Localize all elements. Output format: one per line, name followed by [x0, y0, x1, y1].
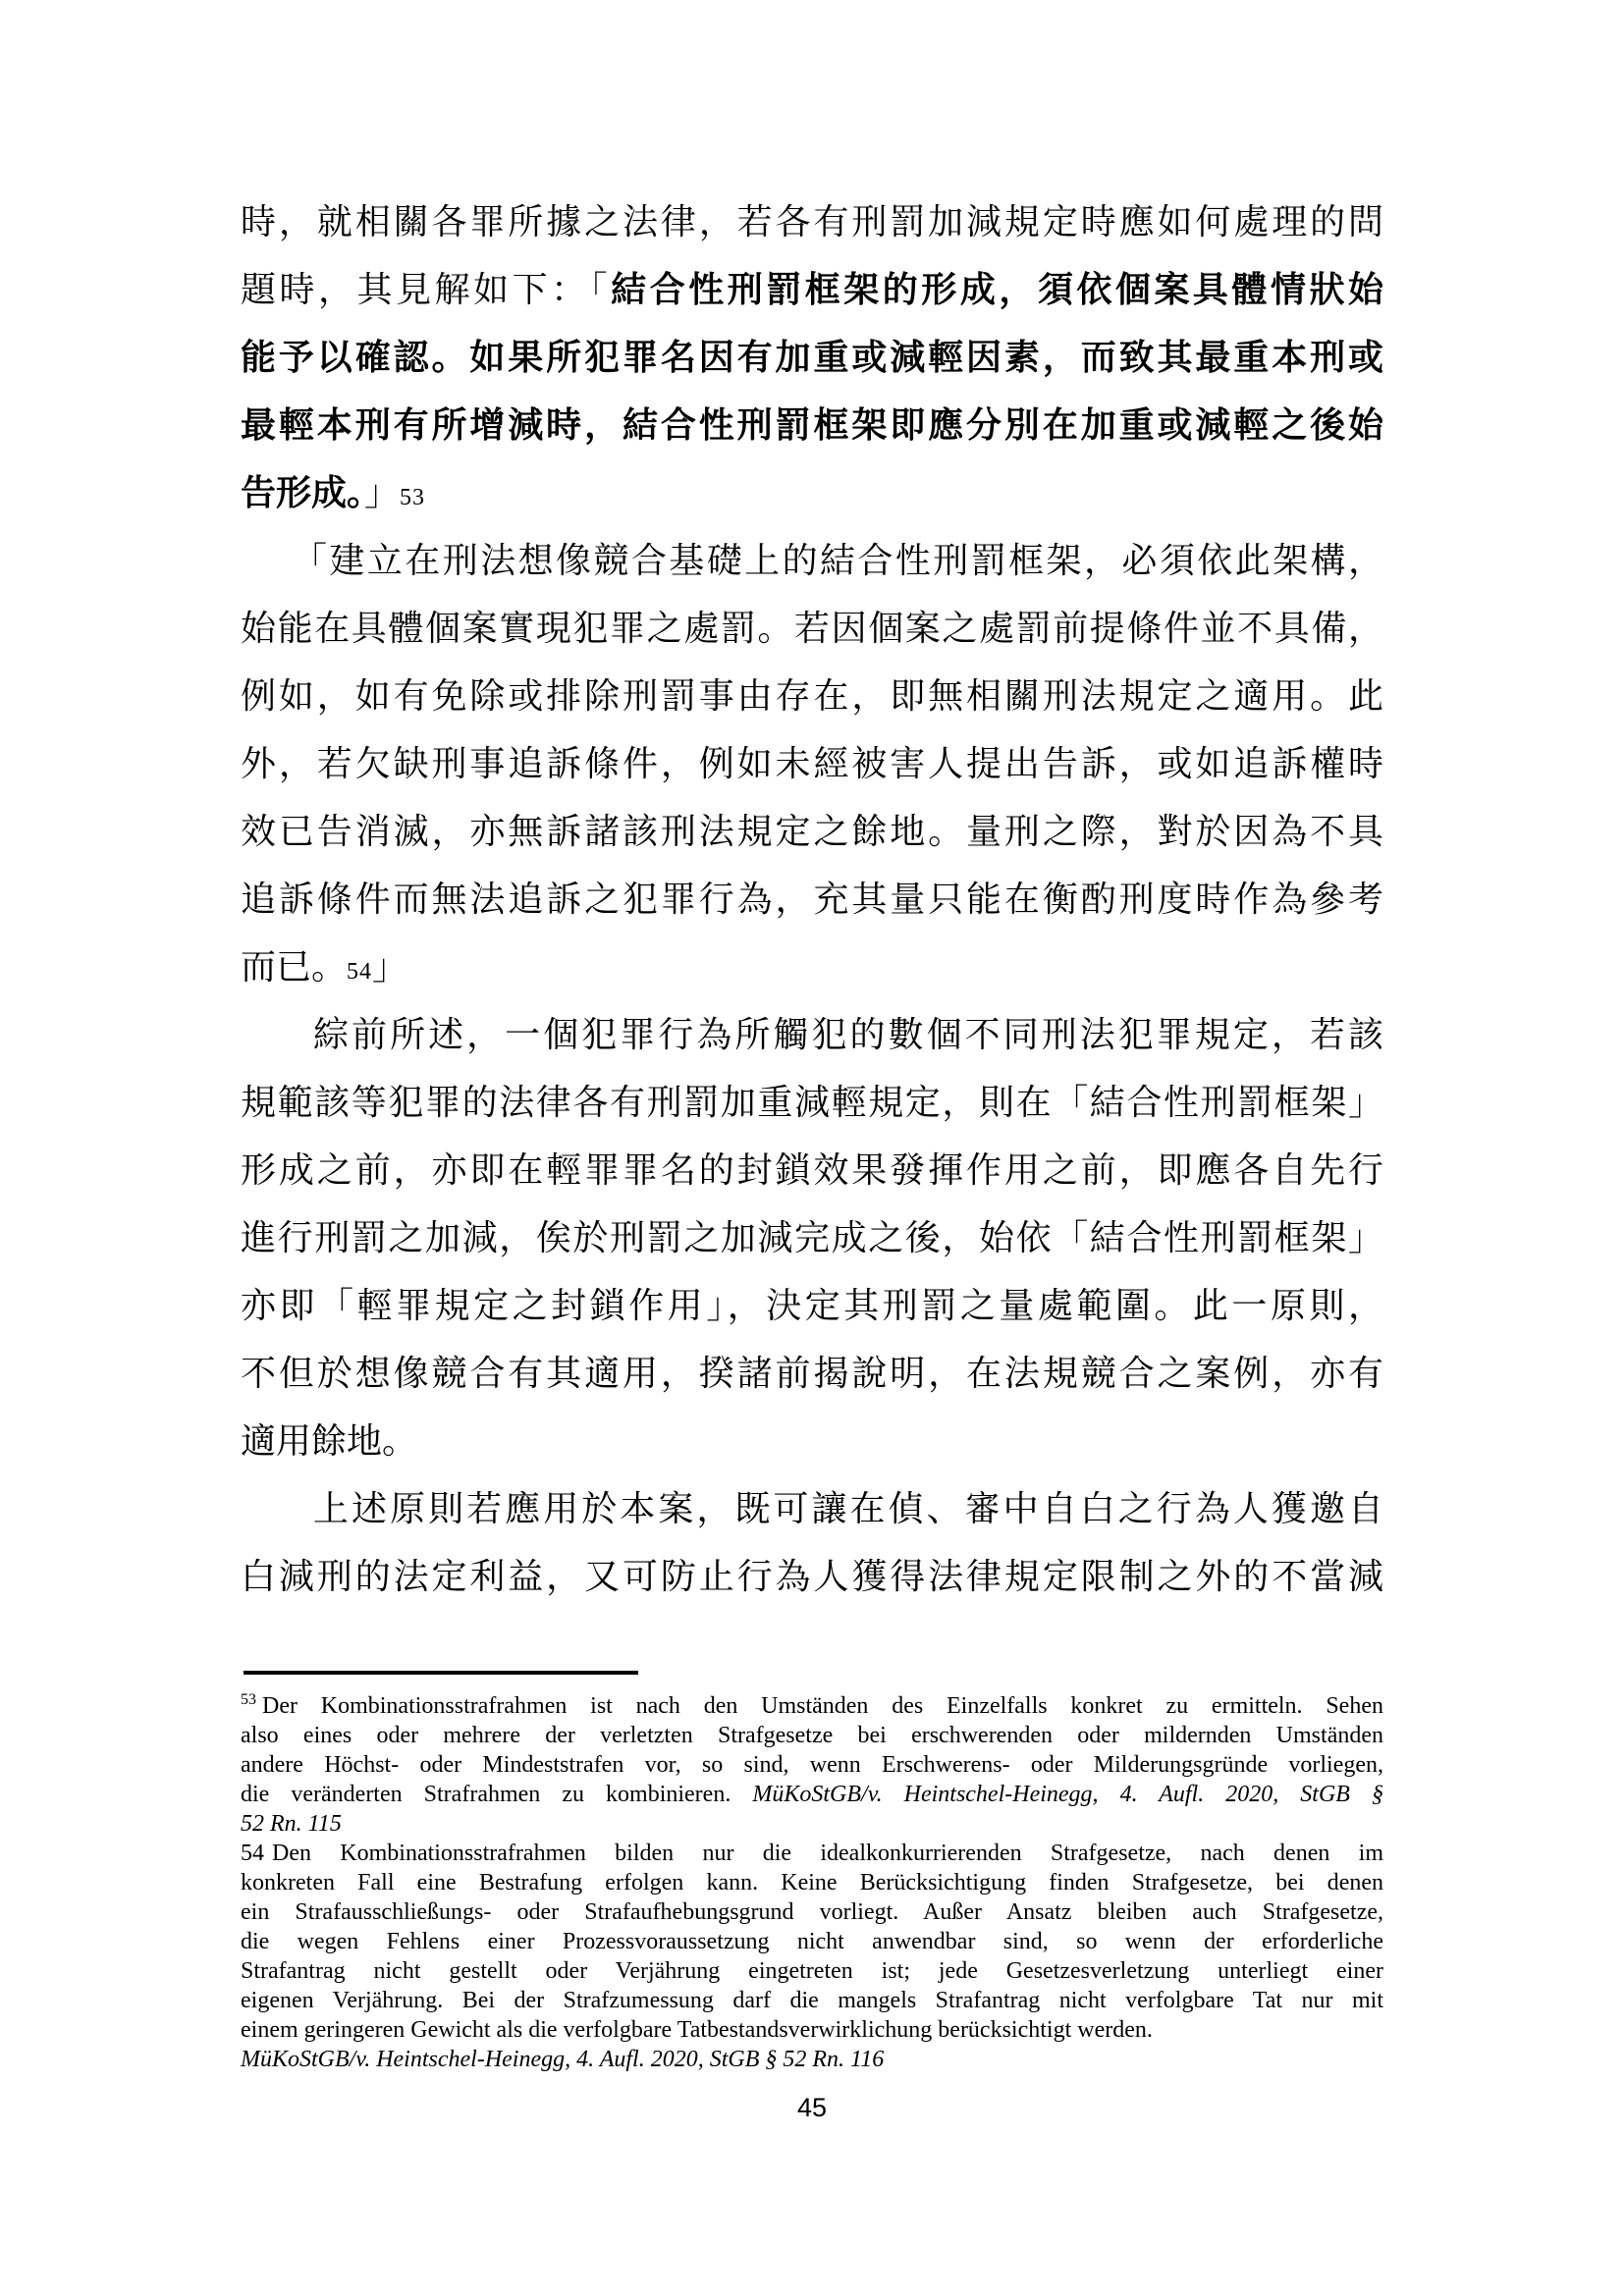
body-line — [241, 663, 1383, 730]
bold-segment: 最輕本刑有所增減時，結合性刑罰框架即應分別在加重或減輕之後始 — [241, 405, 1383, 445]
text-segment: 適用餘地。 — [241, 1421, 418, 1461]
text-segment: ein Strafausschließungs- oder Strafaufhebungsgrund vorliegt. Außer Ansatz bleiben auch Strafgesetze, — [241, 1899, 1383, 1925]
body-line — [241, 730, 1383, 798]
body-line — [241, 256, 1383, 324]
footnote-53-line — [241, 1691, 1383, 1721]
text-segment: eigenen Verjährung. Bei der Strafzumessung darf die mangels Strafantrag nicht verfolgbare Tat nur mit — [241, 1988, 1383, 2013]
footnote-ref-54: 54 — [347, 959, 373, 985]
footnote-54-line — [241, 2015, 1383, 2045]
text-segment: 」 — [372, 947, 408, 987]
footnote-54-line — [241, 1868, 1383, 1897]
text-segment: 綜前所述，一個犯罪行為所觸犯的數個不同刑法犯罪規定，若該 — [313, 1015, 1383, 1054]
footnote-53-line — [241, 1780, 1383, 1809]
footnote-54-marker: 54 — [241, 1841, 264, 1866]
text-segment: konkreten Fall eine Bestrafung erfolgen kann. Keine Berücksichtigung finden Strafgesetze, bei denen — [241, 1870, 1383, 1896]
text-segment: 「建立在刑法想像競合基礎上的結合性刑罰框架，必須依此架構， — [292, 541, 1383, 580]
footnote-separator — [244, 1671, 638, 1675]
bold-segment: 告形成。 — [241, 473, 365, 512]
body-line — [241, 392, 1383, 459]
text-segment: 不但於想像競合有其適用，揆諸前揭說明，在法規競合之案例，亦有 — [241, 1354, 1383, 1393]
text-segment: Den Kombinationsstrafrahmen bilden nur die idealkonkurrierenden Strafgesetze, nach denen im — [272, 1841, 1383, 1866]
text-segment: die veränderten Strafrahmen zu kombinieren. — [241, 1782, 753, 1807]
text-segment: 進行刑罰之加減，俟於刑罰之加減完成之後，始依「結合性刑罰框架」 — [241, 1218, 1383, 1257]
text-segment: 而已。 — [241, 947, 348, 987]
text-segment: die wegen Fehlens einer Prozessvoraussetzung nicht anwendbar sind, so wenn der erforderliche — [241, 1929, 1383, 1954]
body-line — [241, 934, 1383, 1001]
footnotes — [241, 1691, 1383, 2074]
body-line — [241, 595, 1383, 663]
text-segment: 時，就相關各罪所據之法律，若各有刑罰加減規定時應如何處理的問 — [241, 202, 1383, 241]
text-segment: Strafantrag nicht gestellt oder Verjährung eingetreten ist; jede Gesetzesverletzung unterliegt einer — [241, 1958, 1383, 1984]
footnote-53-line — [241, 1809, 1383, 1839]
footnote-54-line — [241, 1956, 1383, 1986]
body-line — [241, 1204, 1383, 1272]
footnote-53-line — [241, 1721, 1383, 1750]
text-segment: 始能在具體個案實現犯罪之處罰。若因個案之處罰前提條件並不具備， — [241, 609, 1383, 648]
footnote-53-line — [241, 1750, 1383, 1780]
text-segment: 」 — [364, 473, 401, 512]
body-line — [241, 188, 1383, 256]
text-segment: 題時，其見解如下：「 — [241, 270, 612, 309]
text-segment: 規範該等犯罪的法律各有刑罰加重減輕規定，則在「結合性刑罰框架」 — [241, 1083, 1383, 1122]
body-line — [241, 798, 1383, 866]
footnote-ref-53: 53 — [400, 485, 426, 510]
body-line — [241, 1137, 1383, 1204]
citation-segment: 52 Rn. 115 — [241, 1811, 342, 1837]
footnote-54-line — [241, 1986, 1383, 2015]
text-segment: einem geringeren Gewicht als die verfolgbare Tatbestandsverwirklichung berücksichtigt werden. — [241, 2017, 1153, 2043]
body-line — [241, 1272, 1383, 1340]
footnote-54-line — [241, 1927, 1383, 1956]
body-line — [241, 324, 1383, 392]
text-segment: 白減刑的法定利益，又可防止行為人獲得法律規定限制之外的不當減 — [241, 1557, 1383, 1596]
body-line — [241, 527, 1383, 595]
text-segment: 追訴條件而無法追訴之犯罪行為，充其量只能在衡酌刑度時作為參考 — [241, 880, 1383, 919]
body-line — [241, 1340, 1383, 1408]
text-segment: also eines oder mehrere der verletzten Strafgesetze bei erschwerenden oder mildernden Umständen — [241, 1723, 1383, 1748]
body-line — [241, 1543, 1383, 1611]
text-segment: 上述原則若應用於本案，既可讓在偵、審中自白之行為人獲邀自 — [313, 1489, 1383, 1528]
text-segment: Der Kombinationsstrafrahmen ist nach den Umständen des Einzelfalls konkret zu ermitteln. Sehen — [262, 1693, 1383, 1719]
body-line — [241, 459, 1383, 527]
footnote-54-line — [241, 1897, 1383, 1927]
body-line — [241, 1475, 1383, 1543]
text-segment: 亦即「輕罪規定之封鎖作用」，決定其刑罰之量處範圍。此一原則， — [241, 1286, 1383, 1325]
footnote-54-line — [241, 1839, 1383, 1868]
citation-segment: MüKoStGB/v. Heintschel-Heinegg, 4. Aufl. 2020, StGB § 52 Rn. 116 — [241, 2047, 885, 2072]
text-segment: andere Höchst- oder Mindeststrafen vor, so sind, wenn Erschwerens- oder Milderungsgründe vorliegen, — [241, 1752, 1383, 1778]
body-line — [241, 1001, 1383, 1069]
page-number: 45 — [796, 2093, 828, 2122]
main-text — [241, 188, 1383, 1611]
footnote-53-marker: 53 — [241, 1691, 256, 1708]
body-line — [241, 866, 1383, 934]
text-segment: 效已告消滅，亦無訴諸該刑法規定之餘地。量刑之際，對於因為不具 — [241, 812, 1383, 851]
footnote-54-line — [241, 2045, 1383, 2074]
text-segment: 外，若欠缺刑事追訴條件，例如未經被害人提出告訴，或如追訴權時 — [241, 744, 1383, 783]
bold-segment: 能予以確認。如果所犯罪名因有加重或減輕因素，而致其最重本刑或 — [241, 338, 1383, 377]
body-line — [241, 1408, 1383, 1475]
text-segment: 形成之前，亦即在輕罪罪名的封鎖效果發揮作用之前，即應各自先行 — [241, 1150, 1383, 1190]
citation-segment: MüKoStGB/v. Heintschel-Heinegg, 4. Aufl. 2020, StGB § — [752, 1782, 1383, 1807]
bold-segment: 結合性刑罰框架的形成，須依個案具體情狀始 — [611, 270, 1383, 309]
text-segment: 例如，如有免除或排除刑罰事由存在，即無相關刑法規定之適用。此 — [241, 676, 1383, 716]
body-line — [241, 1069, 1383, 1137]
